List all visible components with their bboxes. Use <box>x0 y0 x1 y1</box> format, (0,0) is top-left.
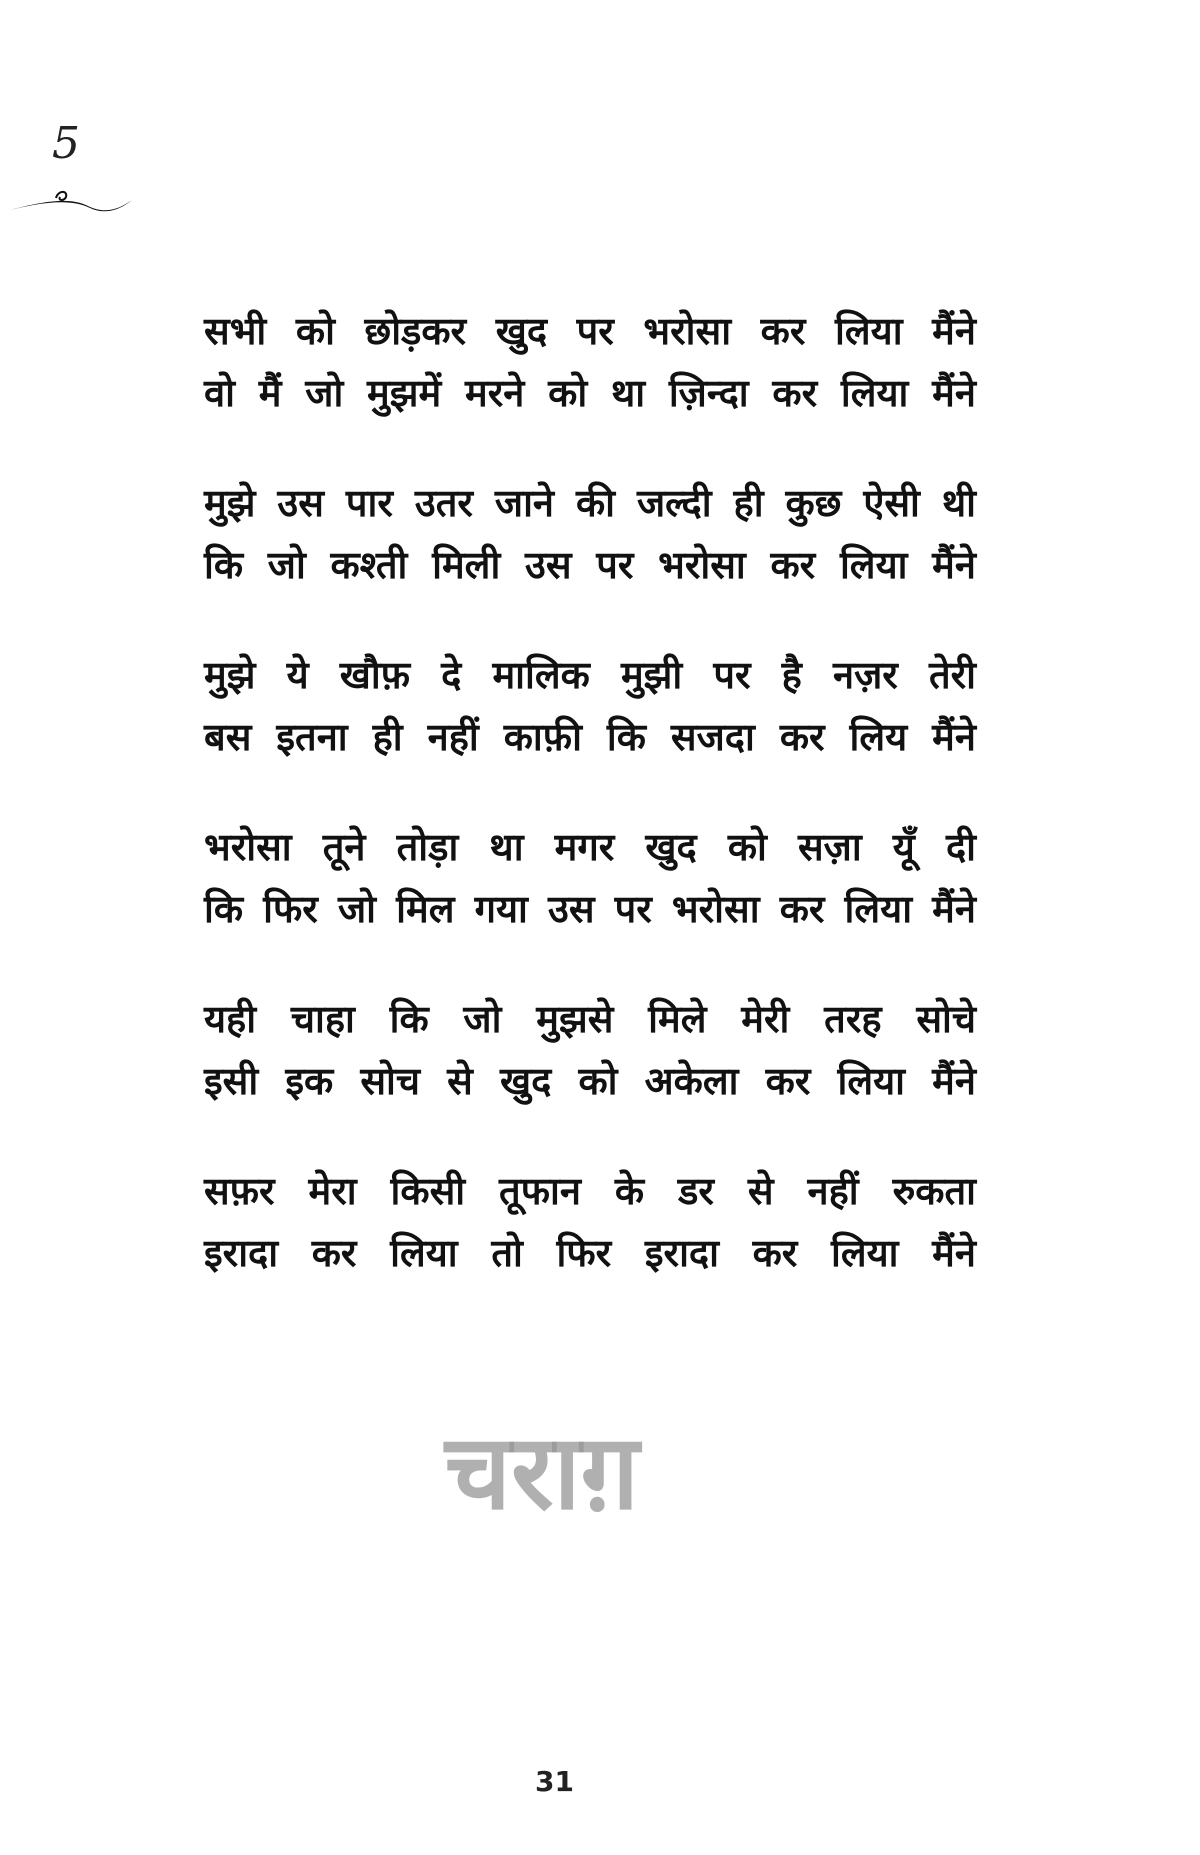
poem-line: मुझे ये खौफ़ दे मालिक मुझी पर है नज़र तेरी <box>204 653 976 697</box>
poem <box>204 300 976 1332</box>
poem-line: सभी को छोड़कर खुद पर भरोसा कर लिया मैंने <box>204 309 976 353</box>
poem-line: इसी इक सोच से खुद को अकेला कर लिया मैंने <box>204 1059 976 1103</box>
page-number: 31 <box>535 1765 574 1798</box>
stanza <box>204 1160 976 1284</box>
watermark: चराग़ <box>445 1411 640 1533</box>
poem-line: वो मैं जो मुझमें मरने को था ज़िन्दा कर लिया मैंने <box>204 371 976 415</box>
stanza <box>204 300 976 424</box>
poem-line: यही चाहा कि जो मुझसे मिले मेरी तरह सोचे <box>204 997 976 1041</box>
poem-line: कि जो कश्ती मिली उस पर भरोसा कर लिया मैंने <box>204 543 976 587</box>
poem-line: भरोसा तूने तोड़ा था मगर खुद को सज़ा यूँ दी <box>204 825 976 869</box>
ornament-swash-icon <box>0 180 140 220</box>
stanza <box>204 472 976 596</box>
poem-line: मुझे उस पार उतर जाने की जल्दी ही कुछ ऐसी थी <box>204 481 976 525</box>
chapter-number: 5 <box>52 118 80 169</box>
poem-line: कि फिर जो मिल गया उस पर भरोसा कर लिया मैंने <box>204 887 976 931</box>
stanza <box>204 988 976 1112</box>
poem-line: इरादा कर लिया तो फिर इरादा कर लिया मैंने <box>204 1231 976 1275</box>
poem-line: सफ़र मेरा किसी तूफान के डर से नहीं रुकता <box>204 1169 976 1213</box>
poem-line: बस इतना ही नहीं काफ़ी कि सजदा कर लिय मैंने <box>204 715 976 759</box>
stanza <box>204 644 976 768</box>
stanza <box>204 816 976 940</box>
